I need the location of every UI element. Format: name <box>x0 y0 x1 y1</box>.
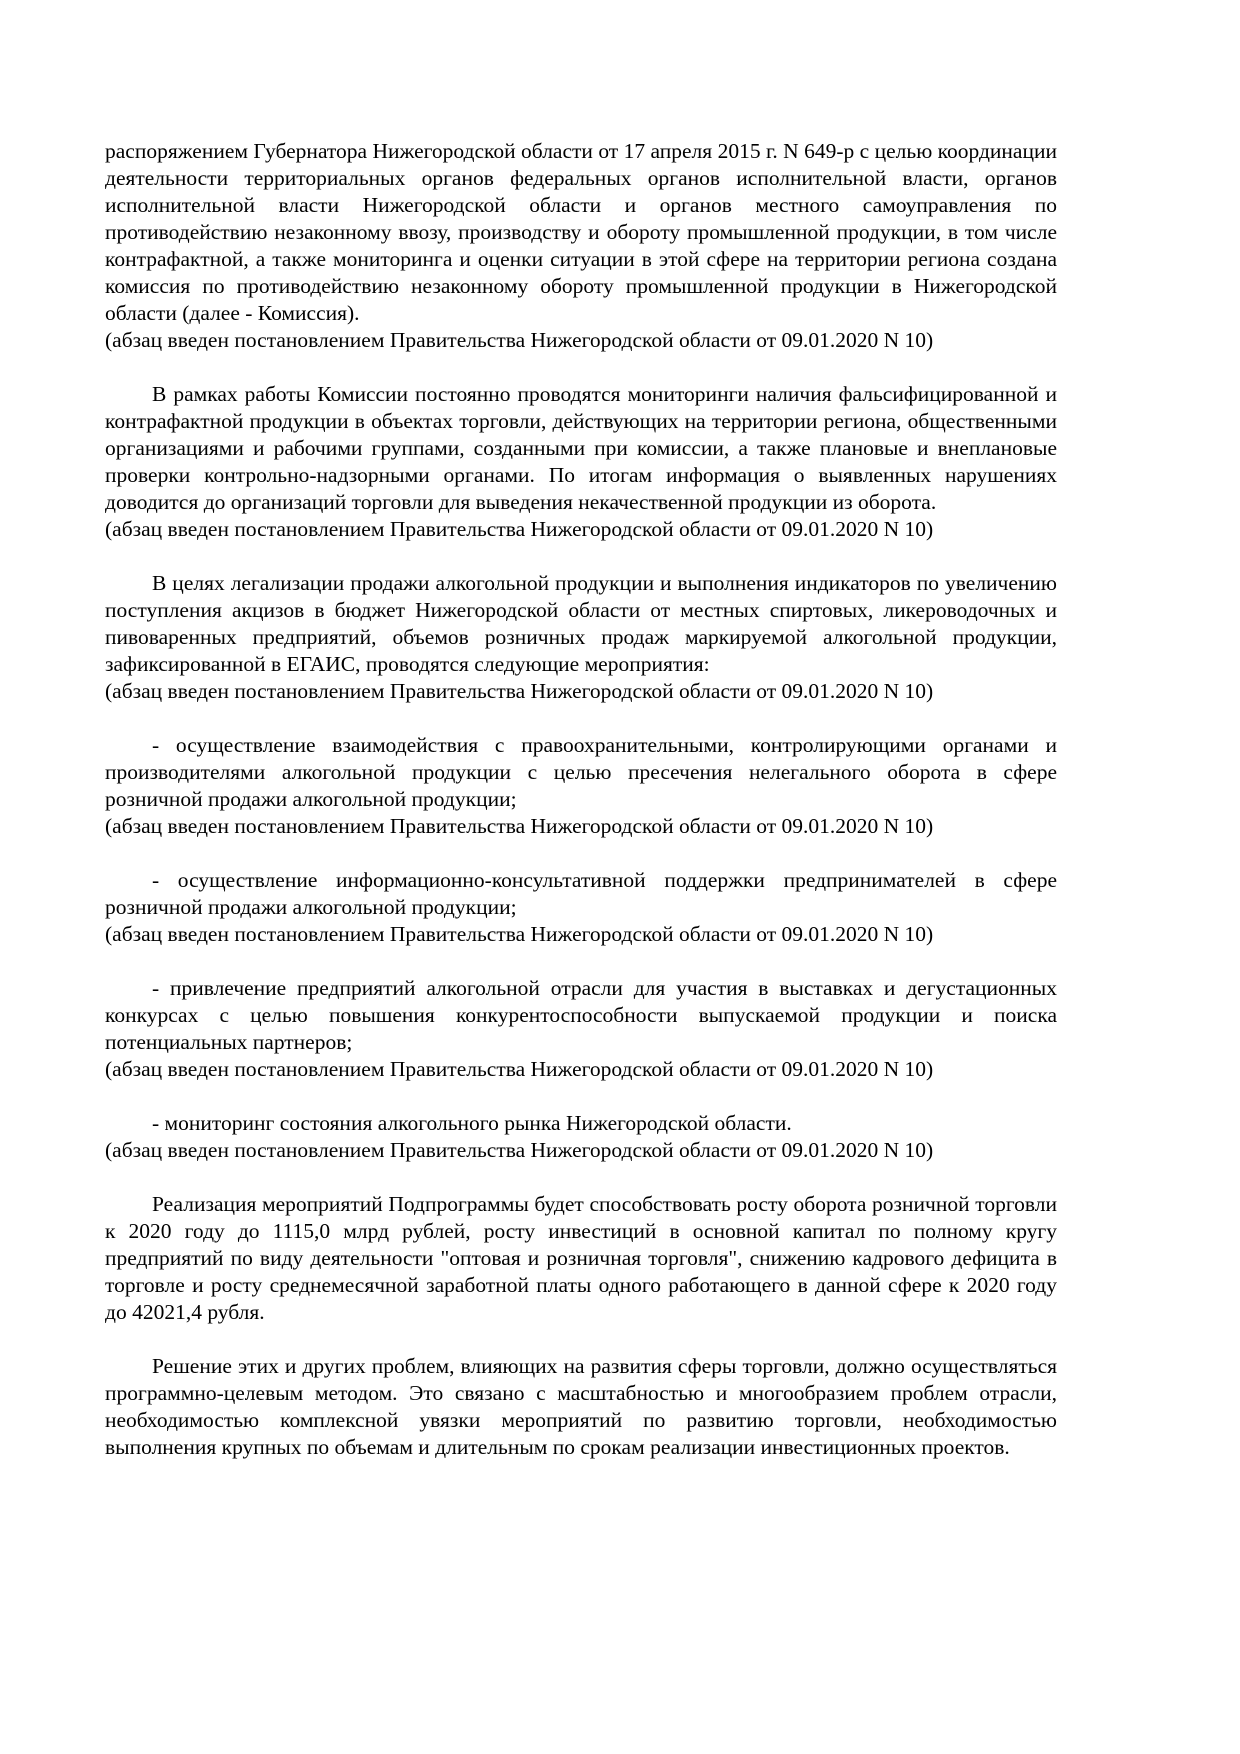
paragraph: - осуществление информационно-консультативной поддержки предпринимателей в сфере розничной продажи алкогольной продукции; <box>105 868 1057 919</box>
paragraph: (абзац введен постановлением Правительства Нижегородской области от 09.01.2020 N 10) <box>105 922 934 946</box>
paragraph: (абзац введен постановлением Правительства Нижегородской области от 09.01.2020 N 10) <box>105 679 934 703</box>
paragraph: распоряжением Губернатора Нижегородской области от 17 апреля 2015 г. N 649-р с целью координации деятельности территориальных органов федеральных органов исполнительной власти, органов исполнительной власти Нижегородской области и органов местного самоуправления по противодействию незаконному ввозу, производству и обороту промышленной продукции, в том числе контрафактной, а также мониторинга и оценки ситуации в этой сфере на территории региона создана комиссия по противодействию незаконному обороту промышленной продукции в Нижегородской области (далее - Комиссия). <box>105 139 1057 325</box>
paragraph: В рамках работы Комиссии постоянно проводятся мониторинги наличия фальсифицированной и контрафактной продукции в объектах торговли, действующих на территории региона, общественными организациями и рабочими группами, созданными при комиссии, а также плановые и внеплановые проверки контрольно-надзорными органами. По итогам информация о выявленных нарушениях доводится до организаций торговли для выведения некачественной продукции из оборота. <box>105 382 1057 514</box>
paragraph: - осуществление взаимодействия с правоохранительными, контролирующими органами и производителями алкогольной продукции с целью пресечения нелегального оборота в сфере розничной продажи алкогольной продукции; <box>105 733 1057 811</box>
paragraph: Решение этих и других проблем, влияющих на развития сферы торговли, должно осуществляться программно-целевым методом. Это связано с масштабностью и многообразием проблем отрасли, необходимостью комплексной увязки мероприятий по развитию торговли, необходимостью выполнения крупных по объемам и длительным по срокам реализации инвестиционных проектов. <box>105 1354 1057 1459</box>
paragraph: (абзац введен постановлением Правительства Нижегородской области от 09.01.2020 N 10) <box>105 814 934 838</box>
document-body <box>105 138 1057 1461</box>
paragraph: (абзац введен постановлением Правительства Нижегородской области от 09.01.2020 N 10) <box>105 328 934 352</box>
paragraph: В целях легализации продажи алкогольной продукции и выполнения индикаторов по увеличению поступления акцизов в бюджет Нижегородской области от местных спиртовых, ликероводочных и пивоваренных предприятий, объемов розничных продаж маркируемой алкогольной продукции, зафиксированной в ЕГАИС, проводятся следующие мероприятия: <box>105 571 1057 676</box>
paragraph: - мониторинг состояния алкогольного рынка Нижегородской области. <box>152 1111 792 1135</box>
paragraph: Реализация мероприятий Подпрограммы будет способствовать росту оборота розничной торговли к 2020 году до 1115,0 млрд рублей, росту инвестиций в основной капитал по полному кругу предприятий по виду деятельности "оптовая и розничная торговля", снижению кадрового дефицита в торговле и росту среднемесячной заработной платы одного работающего в данной сфере к 2020 году до 42021,4 рубля. <box>105 1192 1057 1324</box>
paragraph: (абзац введен постановлением Правительства Нижегородской области от 09.01.2020 N 10) <box>105 1057 934 1081</box>
paragraph: - привлечение предприятий алкогольной отрасли для участия в выставках и дегустационных конкурсах с целью повышения конкурентоспособности выпускаемой продукции и поиска потенциальных партнеров; <box>105 976 1057 1054</box>
paragraph: (абзац введен постановлением Правительства Нижегородской области от 09.01.2020 N 10) <box>105 517 934 541</box>
paragraph: (абзац введен постановлением Правительства Нижегородской области от 09.01.2020 N 10) <box>105 1138 934 1162</box>
